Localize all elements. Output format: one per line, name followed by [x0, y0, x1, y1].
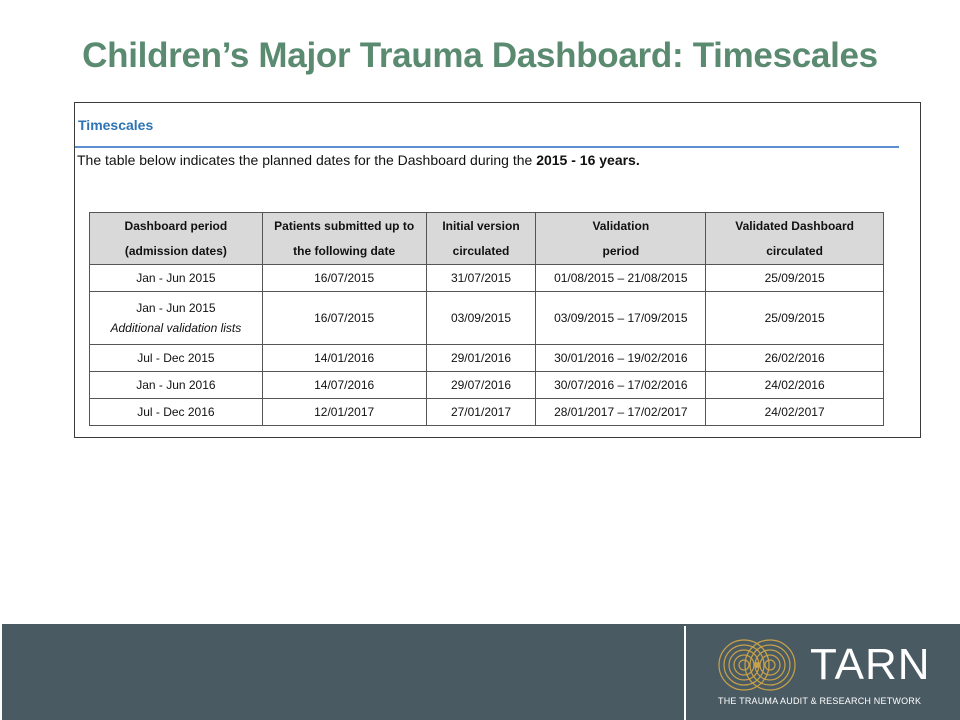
cell-submitted: 14/07/2016: [262, 372, 426, 399]
cell-validation: 03/09/2015 – 17/09/2015: [536, 292, 706, 345]
cell-period: Jul - Dec 2015: [90, 345, 263, 372]
tarn-logo: [684, 626, 960, 720]
cell-initial: 29/07/2016: [426, 372, 536, 399]
table-header-row: [90, 213, 884, 265]
intro-prefix: The table below indicates the planned dates for the Dashboard during the: [77, 152, 537, 168]
logo-wordmark: TARN: [810, 640, 931, 689]
table-row: [90, 372, 884, 399]
cell-validated: 24/02/2016: [706, 372, 884, 399]
concentric-circles-logo-icon: [714, 638, 806, 692]
cell-initial: 03/09/2015: [426, 292, 536, 345]
cell-submitted: 12/01/2017: [262, 399, 426, 426]
table-row: [90, 292, 884, 345]
cell-initial: 31/07/2015: [426, 265, 536, 292]
cell-period-note: Additional validation lists: [110, 321, 242, 335]
cell-validated: 25/09/2015: [706, 265, 884, 292]
cell-validation: 28/01/2017 – 17/02/2017: [536, 399, 706, 426]
cell-validation: 30/07/2016 – 17/02/2016: [536, 372, 706, 399]
heading-divider: [75, 146, 899, 148]
table-row: [90, 265, 884, 292]
cell-period: Jan - Jun 2015 Additional validation lists: [90, 292, 263, 345]
cell-submitted: 16/07/2015: [262, 265, 426, 292]
intro-text: [77, 152, 640, 168]
cell-initial: 29/01/2016: [426, 345, 536, 372]
cell-validated: 25/09/2015: [706, 292, 884, 345]
document-panel: [74, 102, 921, 438]
cell-period: Jul - Dec 2016: [90, 399, 263, 426]
cell-validated: 26/02/2016: [706, 345, 884, 372]
intro-years: 2015 - 16 years.: [536, 152, 640, 168]
cell-period: Jan - Jun 2015: [90, 265, 263, 292]
cell-submitted: 16/07/2015: [262, 292, 426, 345]
header-initial-version: Initial version circulated: [426, 213, 536, 265]
table-row: [90, 345, 884, 372]
page-title: Children’s Major Trauma Dashboard: Timescales: [82, 36, 878, 75]
section-heading: Timescales: [78, 117, 154, 133]
header-validation-period: Validation period: [536, 213, 706, 265]
table-row: [90, 399, 884, 426]
header-patients-submitted: Patients submitted up to the following date: [262, 213, 426, 265]
cell-validation: 01/08/2015 – 21/08/2015: [536, 265, 706, 292]
footer-edge: [0, 624, 2, 720]
timescales-table: [89, 212, 884, 426]
header-validated-dashboard: Validated Dashboard circulated: [706, 213, 884, 265]
header-dashboard-period: Dashboard period (admission dates): [90, 213, 263, 265]
cell-submitted: 14/01/2016: [262, 345, 426, 372]
logo-tagline: THE TRAUMA AUDIT & RESEARCH NETWORK: [718, 696, 922, 706]
cell-period: Jan - Jun 2016: [90, 372, 263, 399]
cell-initial: 27/01/2017: [426, 399, 536, 426]
cell-validation: 30/01/2016 – 19/02/2016: [536, 345, 706, 372]
cell-validated: 24/02/2017: [706, 399, 884, 426]
